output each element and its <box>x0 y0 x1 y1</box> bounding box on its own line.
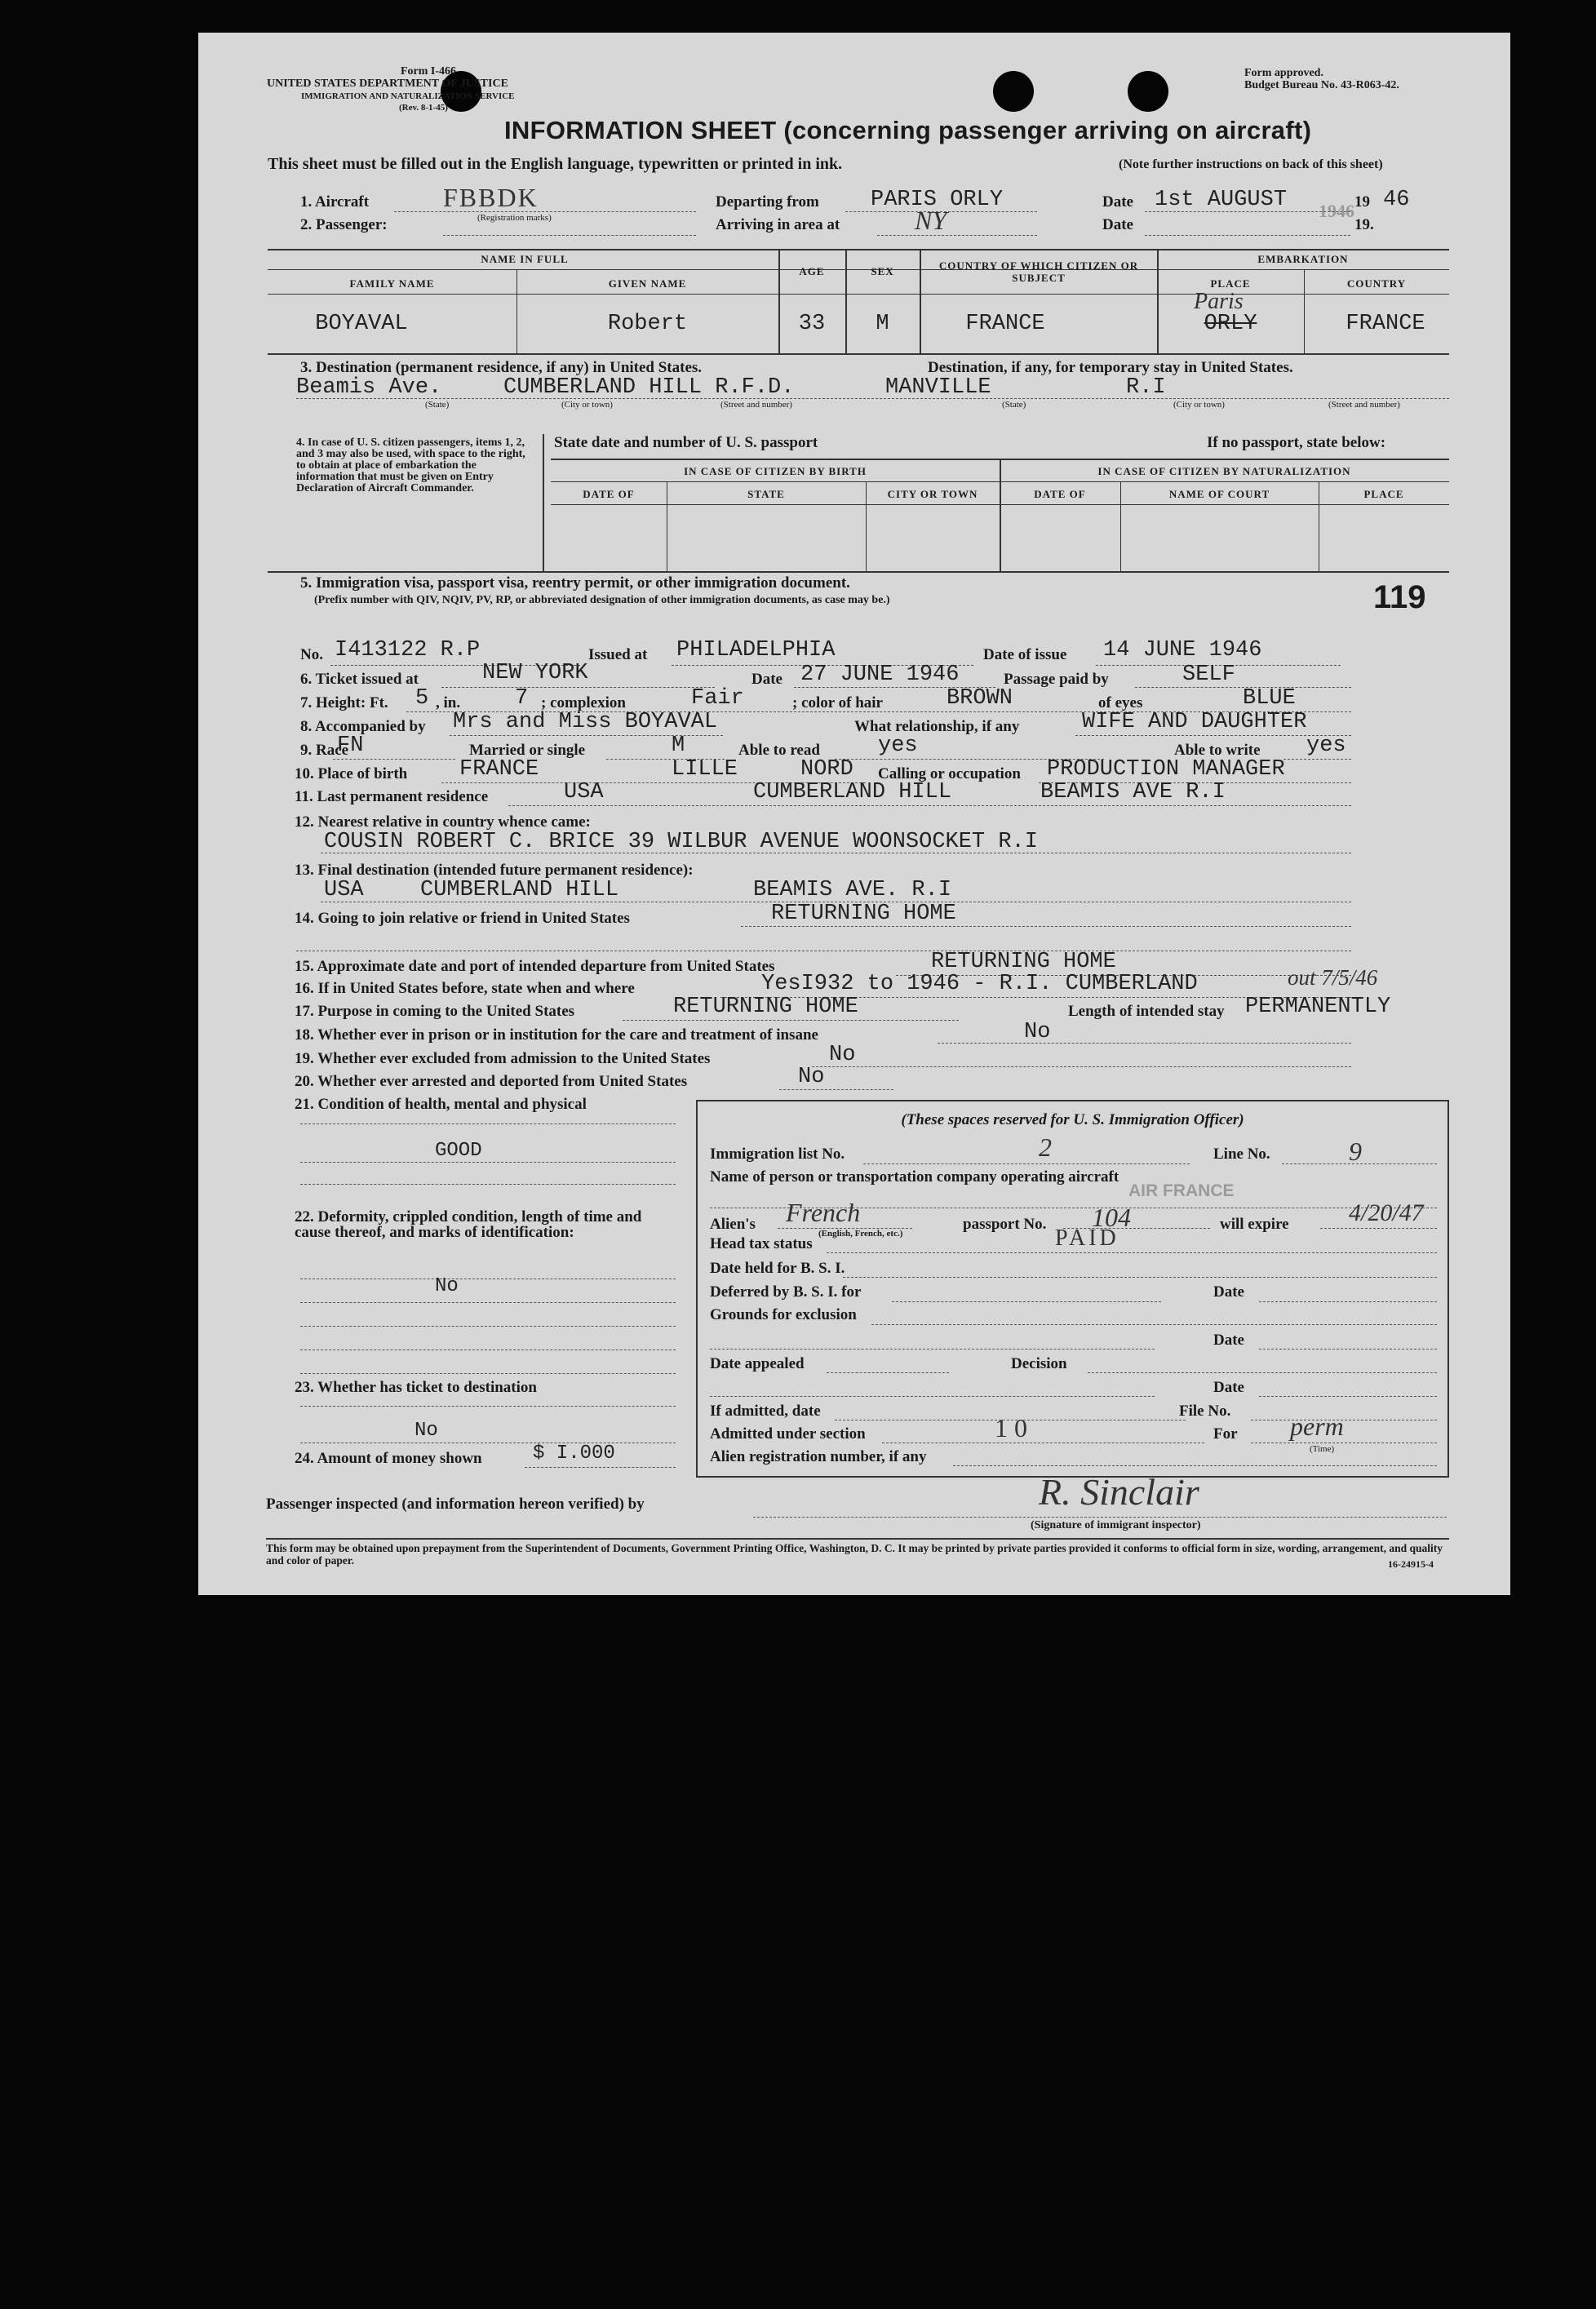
form-sheet: Form I-466 UNITED STATES DEPARTMENT OF JUSTICE IMMIGRATION AND NATURALIZATION SERVICE (Rev. 8-1-45) Form approved. Budget Bureau No. 43-R063-42. INFORMATION SHEET (concerning passenger arriving on aircraft) This sheet must be filled out in the English language, typewritten or printed in ink. (Note further instructions on back of this sheet) 1. Aircraft FBBDK (Registration marks) Departing from PARIS ORLY Date 1st AUGUST 1946 19 46 2. Passenger: Arriving in area at NY Date 19. NAME IN FULL FAMILY NAME GIVEN NAME AGE SEX COUNTRY OF WHICH CITIZEN OR SUBJECT EMBARKATION PLACE COUNTRY BOYAVAL Robert 33 M FRANCE ORLY Paris FRANCE 3. Destination (permanent residence, if any) in United States. Destination, if any, for temporary stay in United States. Beamis Ave. CUMBERLAND HILL R.F.D. MANVILLE R.I (State) (City or town) (Street and number) (State) (City or town) (Street and number) 4. In case of U. S. citizen passengers, items 1, 2, and 3 may also be used, with space to the right, to obtain at place of embarkation the information that must be given on Entry Declaration of Aircraft Commander. State date and number of U. S. passport If no passport, state below: IN CASE OF CITIZEN BY BIRTH IN CASE OF CITIZEN BY NATURALIZATION DATE OF STATE CITY OR TOWN DATE OF NAME OF COURT PLACE 5. Immigration visa, passport visa, reentry permit, or other immigration document. (Prefix number with QIV, NQIV, PV, RP, or abbreviated designation of other immigration documents, as case may be.) 119 No. I413122 R.P Issued at PHILADELPHIA Date of issue 14 JUNE 1946 6. Ticket issued at NEW YORK Date 27 JUNE 1946 Passage paid by SELF 7. Height: Ft. 5 , in. 7 ; complexion Fair ; color of hair BROWN of eyes BLUE 8. Accompanied by Mrs and Miss BOYAVAL What relationship, if any WIFE AND DAUGHTER 9. Race FN Married or single M Able to read yes Able to write yes 10. Place of birth FRANCE LILLE NORD Calling or occupation PRODUCTION MANAGER 11. Last permanent residence USA CUMBERLAND HILL BEAMIS AVE R.I 12. Nearest relative in country whence came: COUSIN ROBERT C. BRICE 39 WILBUR AVENUE WOONSOCKET R.I 13. Final destination (intended future permanent residence): USA CUMBERLAND HILL BEAMIS AVE. R.I 14. Going to join relative or friend in United States RETURNING HOME 15. Approximate date and port of intended departure from United States RETURNING HOME 16. If in United States before, state when and where YesI932 to 1946 - R.I. CUMBERLAND out 7/5/46 17. Purpose in coming to the United States RETURNING HOME Length of intended stay PERMANENTLY 18. Whether ever in prison or in institution for the care and treatment of insane No 19. Whether ever excluded from admission to the United States No 20. Whether ever arrested and deported from United States No 21. Condition of health, mental and physical GOOD 22. Deformity, crippled condition, length of time and cause thereof, and marks of identification: No 23. Whether has ticket to destination No 24. Amount of money shown $ I.000 (These spaces reserved for U. S. Immigration Officer) Immigration list No. 2 Line No. 9 Name of person or transportation company operating aircraft AIR FRANCE Alien's French (English, French, etc.) passport No. 104 will expire 4/20/47 Head tax status PAID Date held for B. S. I. Deferred by B. S. I. for Date Grounds for exclusion Date Date appealed Decision Date If admitted, date File No. Admitted under section 10 For perm (Time) Alien registration number, if any Passenger inspected (and information hereon verified) by R. Sinclair (Signature of immigrant inspector) This form may be obtained upon prepayment from the Superintendent of Documents, Government Printing Office, Washington, D. C. It may be printed by private parties provided it conforms to official form in size, wording, arrangement, and quality and color of paper. 16-24915-4 <box>198 33 1510 1595</box>
passport-no: 104 <box>1092 1203 1131 1232</box>
arriving-value: NY <box>915 206 947 235</box>
punch-hole <box>993 71 1034 112</box>
occupation: PRODUCTION MANAGER <box>1047 757 1285 782</box>
sheet-number: 119 <box>1373 579 1426 615</box>
arriving-label: Arriving in area at <box>716 216 840 233</box>
going-to-join: RETURNING HOME <box>771 902 956 926</box>
visa-number: I413122 R.P <box>335 638 481 663</box>
form-approved: Form approved. <box>1244 67 1323 79</box>
accompanied-by: Mrs and Miss BOYAVAL <box>453 710 718 734</box>
operator-stamp: AIR FRANCE <box>1128 1181 1235 1200</box>
admitted-section: 10 <box>995 1413 1034 1443</box>
form-number: Form I-466 <box>401 65 457 78</box>
revision: (Rev. 8-1-45) <box>399 103 448 113</box>
race: FN <box>337 733 364 758</box>
birth-city: LILLE <box>672 757 738 782</box>
intended-departure: RETURNING HOME <box>931 950 1116 974</box>
sex: M <box>876 312 889 336</box>
form-code: 16-24915-4 <box>1388 1558 1434 1570</box>
prison-insane: No <box>1024 1020 1051 1044</box>
length-of-stay: PERMANENTLY <box>1245 995 1391 1019</box>
last-residence-city: CUMBERLAND HILL <box>753 780 952 804</box>
note: (Note further instructions on back of this sheet) <box>1119 157 1383 171</box>
ticket-to-destination: No <box>415 1420 438 1442</box>
able-to-write: yes <box>1306 733 1346 758</box>
departing-label: Departing from <box>716 193 819 211</box>
final-dest-country: USA <box>324 878 364 902</box>
hair-color: BROWN <box>947 686 1013 711</box>
previous-stay: YesI932 to 1946 - R.I. CUMBERLAND <box>761 972 1198 996</box>
embarkation-place: ORLY <box>1204 312 1257 336</box>
embarkation-country: FRANCE <box>1346 312 1425 336</box>
given-name: Robert <box>607 312 688 336</box>
passenger-label: 2. Passenger: <box>300 216 388 233</box>
birth-country: FRANCE <box>459 757 539 782</box>
deformity: No <box>435 1275 459 1297</box>
deported: No <box>798 1065 825 1089</box>
dest-street: MANVILLE <box>885 375 991 400</box>
line-no: 9 <box>1349 1137 1362 1166</box>
aircraft-label: 1. Aircraft <box>300 193 370 211</box>
complexion: Fair <box>691 686 744 711</box>
instruction: This sheet must be filled out in the English language, typewritten or printed in ink. <box>268 155 843 173</box>
passport-expiry: 4/20/47 <box>1349 1199 1424 1226</box>
final-dest-street: BEAMIS AVE. R.I <box>753 878 952 902</box>
inspector-signature: R. Sinclair <box>1039 1471 1199 1513</box>
dest-state2: R.I <box>1126 375 1166 400</box>
date-label: Date <box>1102 193 1133 211</box>
eye-color: BLUE <box>1243 686 1296 711</box>
previous-stay-handwritten: out 7/5/46 <box>1288 965 1378 990</box>
height-ft: 5 <box>415 686 429 711</box>
last-residence-country: USA <box>564 780 604 804</box>
visa-issued-at: PHILADELPHIA <box>676 638 836 663</box>
marital-status: M <box>672 733 685 758</box>
able-to-read: yes <box>878 733 918 758</box>
embarkation-place-handwritten: Paris <box>1194 289 1244 314</box>
family-name: BOYAVAL <box>315 312 408 336</box>
dest-state: Beamis Ave. <box>296 375 442 400</box>
q4-label: 4. In case of U. S. citizen passengers, items 1, 2, and 3 may also be used, with space to the right, to obtain at place of embarkation the information that must be given on Entry Declaration of Aircraft Commander. <box>296 437 525 494</box>
last-residence-street: BEAMIS AVE R.I <box>1040 780 1226 804</box>
date-stamp: 1946 <box>1319 201 1354 221</box>
department: UNITED STATES DEPARTMENT OF JUSTICE <box>267 78 508 90</box>
departure-date: 1st AUGUST <box>1155 188 1288 212</box>
visa-date: 14 JUNE 1946 <box>1103 638 1262 663</box>
birth-state: NORD <box>800 757 853 782</box>
punch-hole <box>1128 71 1168 112</box>
head-tax-status: PAID <box>1055 1225 1119 1251</box>
height-in: 7 <box>515 686 529 711</box>
age: 33 <box>798 312 826 336</box>
excluded: No <box>829 1043 856 1067</box>
citizenship: FRANCE <box>965 312 1045 336</box>
aircraft-value: FBBDK <box>443 183 539 212</box>
admitted-for: perm <box>1290 1412 1344 1441</box>
health-condition: GOOD <box>435 1140 482 1162</box>
budget-bureau: Budget Bureau No. 43-R063-42. <box>1244 79 1399 91</box>
nearest-relative: COUSIN ROBERT C. BRICE 39 WILBUR AVENUE WOONSOCKET R.I <box>324 830 1038 854</box>
fine-print: This form may be obtained upon prepayment from the Superintendent of Documents, Government Printing Office, Washington, D. C. It may be printed by private parties provided it conforms to official form in size, wording, arrangement, and quality and color of paper. <box>266 1542 1443 1567</box>
departing-value: PARIS ORLY <box>871 188 1004 212</box>
alien-nationality: French <box>786 1198 861 1227</box>
departure-year: 46 <box>1383 188 1410 212</box>
relationship: WIFE AND DAUGHTER <box>1082 710 1307 734</box>
money-shown: $ I.000 <box>533 1443 615 1465</box>
final-dest-city: CUMBERLAND HILL <box>420 878 619 902</box>
service: IMMIGRATION AND NATURALIZATION SERVICE <box>301 91 515 101</box>
immigration-list-no: 2 <box>1039 1132 1052 1162</box>
ticket-issued-at: NEW YORK <box>482 661 588 685</box>
ticket-date: 27 JUNE 1946 <box>800 663 960 687</box>
purpose: RETURNING HOME <box>673 995 858 1019</box>
form-title: INFORMATION SHEET (concerning passenger arriving on aircraft) <box>504 116 1312 144</box>
passage-paid-by: SELF <box>1182 663 1235 687</box>
dest-city: CUMBERLAND HILL R.F.D. <box>503 375 795 400</box>
